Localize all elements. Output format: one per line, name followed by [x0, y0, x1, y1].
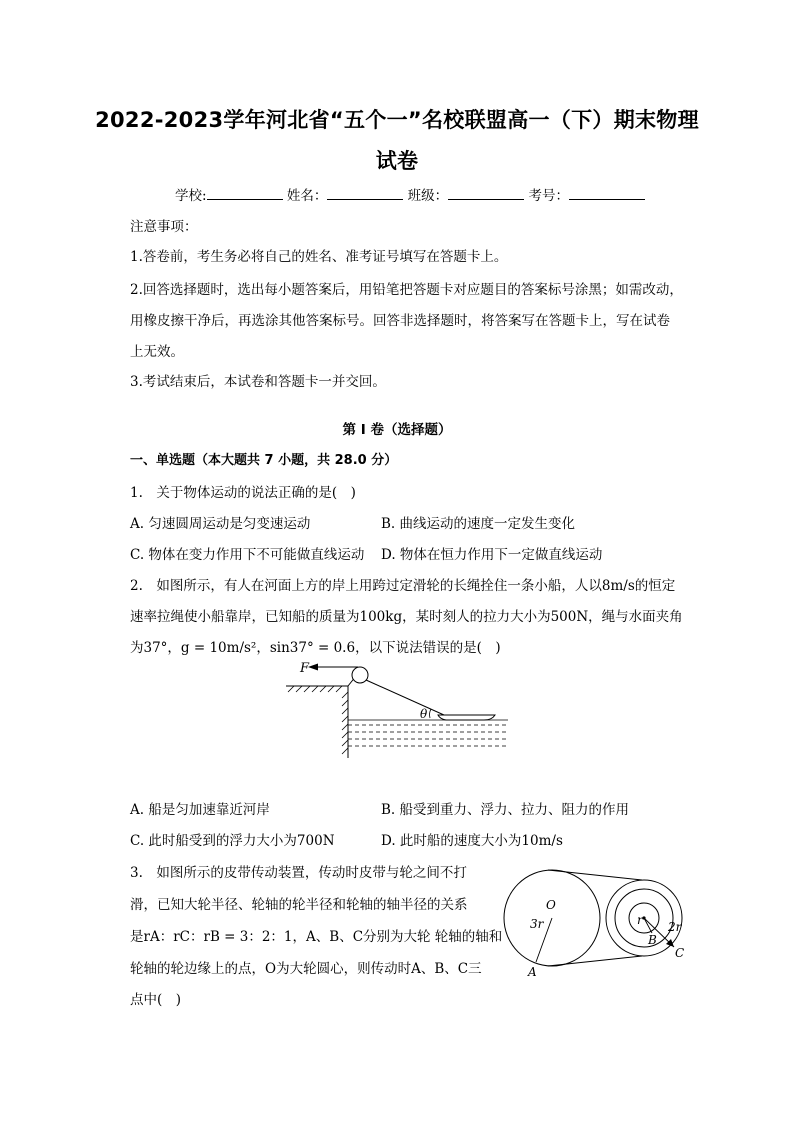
- q2-option-d[interactable]: D. 此时船的速度大小为10m/s: [381, 833, 563, 849]
- point-label-a: A: [528, 965, 537, 979]
- q3-line1: 3. 如图所示的皮带传动装置，传动时皮带与轮之间不打: [130, 865, 467, 881]
- q3-line5: 点中( ): [130, 992, 182, 1008]
- q2-option-a[interactable]: A. 船是匀加速靠近河岸: [130, 802, 270, 818]
- name-label: 姓名：: [286, 188, 328, 204]
- q1-option-b[interactable]: B. 曲线运动的速度一定发生变化: [381, 516, 576, 532]
- q2-line2: 速率拉绳使小船靠岸，已知船的质量为100kg，某时刻人的拉力大小为500N，绳与水面夹角: [130, 609, 683, 625]
- exam-title-line2: 试卷: [375, 149, 419, 173]
- section-title: 第 I 卷（选择题）: [342, 422, 452, 438]
- class-label: 班级：: [407, 188, 449, 204]
- q3-line2: 滑，已知大轮半径、轮轴的轮半径和轮轴的轴半径的关系: [130, 897, 468, 913]
- center-label-o: O: [546, 898, 556, 912]
- note-3: 3.考试结束后，本试卷和答题卡一并交回。: [130, 374, 386, 390]
- point-label-b: B: [648, 933, 657, 947]
- school-label: 学校:: [175, 188, 207, 204]
- q3-line3: 是rA：rC：rB = 3：2：1，A、B、C分别为大轮 轮轴的轴和: [130, 929, 503, 945]
- q3-line4: 轮轴的轮边缘上的点，O为大轮圆心，则传动时A、B、C三: [130, 961, 482, 977]
- point-label-c: C: [675, 946, 685, 960]
- q2-line1: 2. 如图所示，有人在河面上方的岸上用跨过定滑轮的长绳拴住一条小船，人以8m/s的恒定: [130, 578, 676, 594]
- exam-no-field[interactable]: [569, 186, 645, 200]
- note-2-line3: 上无效。: [130, 344, 184, 360]
- notes-heading: 注意事项：: [130, 219, 198, 235]
- school-field[interactable]: [207, 186, 283, 200]
- q2-boat-pulley-figure: [280, 658, 520, 763]
- note-2-line1: 2.回答选择题时，选出每小题答案后，用铅笔把答题卡对应题目的答案标号涂黑；如需改动，: [130, 282, 683, 298]
- q1-stem: 1. 关于物体运动的说法正确的是( ): [130, 485, 356, 501]
- part1-heading: 一、单选题（本大题共 7 小题，共 28.0 分）: [130, 453, 398, 468]
- q2-option-c[interactable]: C. 此时船受到的浮力大小为700N: [130, 833, 335, 849]
- note-2-line2: 用橡皮擦干净后，再选涂其他答案标号。回答非选择题时，将答案写在答题卡上，写在试卷: [130, 313, 670, 329]
- angle-label-theta: θ: [420, 707, 428, 721]
- note-1: 1.答卷前，考生务必将自己的姓名、准考证号填写在答题卡上。: [130, 249, 508, 265]
- exam-title-line1: 2022-2023学年河北省“五个一”名校联盟高一（下）期末物理: [95, 108, 699, 132]
- radius-label-2r: 2r: [668, 920, 682, 934]
- q1-option-d[interactable]: D. 物体在恒力作用下一定做直线运动: [381, 547, 603, 563]
- name-field[interactable]: [327, 186, 403, 200]
- radius-label-r: r: [637, 913, 643, 927]
- q1-option-a[interactable]: A. 匀速圆周运动是匀变速运动: [130, 516, 311, 532]
- q2-line3: 为37°，g = 10m/s²，sin37° = 0.6，以下说法错误的是( ): [130, 640, 501, 656]
- q1-option-c[interactable]: C. 物体在变力作用下不可能做直线运动: [130, 547, 365, 563]
- force-label-f: F: [300, 661, 310, 676]
- class-field[interactable]: [448, 186, 524, 200]
- radius-label-3r: 3r: [530, 917, 544, 931]
- student-info-row: [175, 186, 645, 205]
- q2-option-b[interactable]: B. 船受到重力、浮力、拉力、阻力的作用: [381, 802, 630, 818]
- exam-no-label: 考号：: [528, 188, 569, 204]
- q3-belt-drive-figure: [500, 858, 710, 983]
